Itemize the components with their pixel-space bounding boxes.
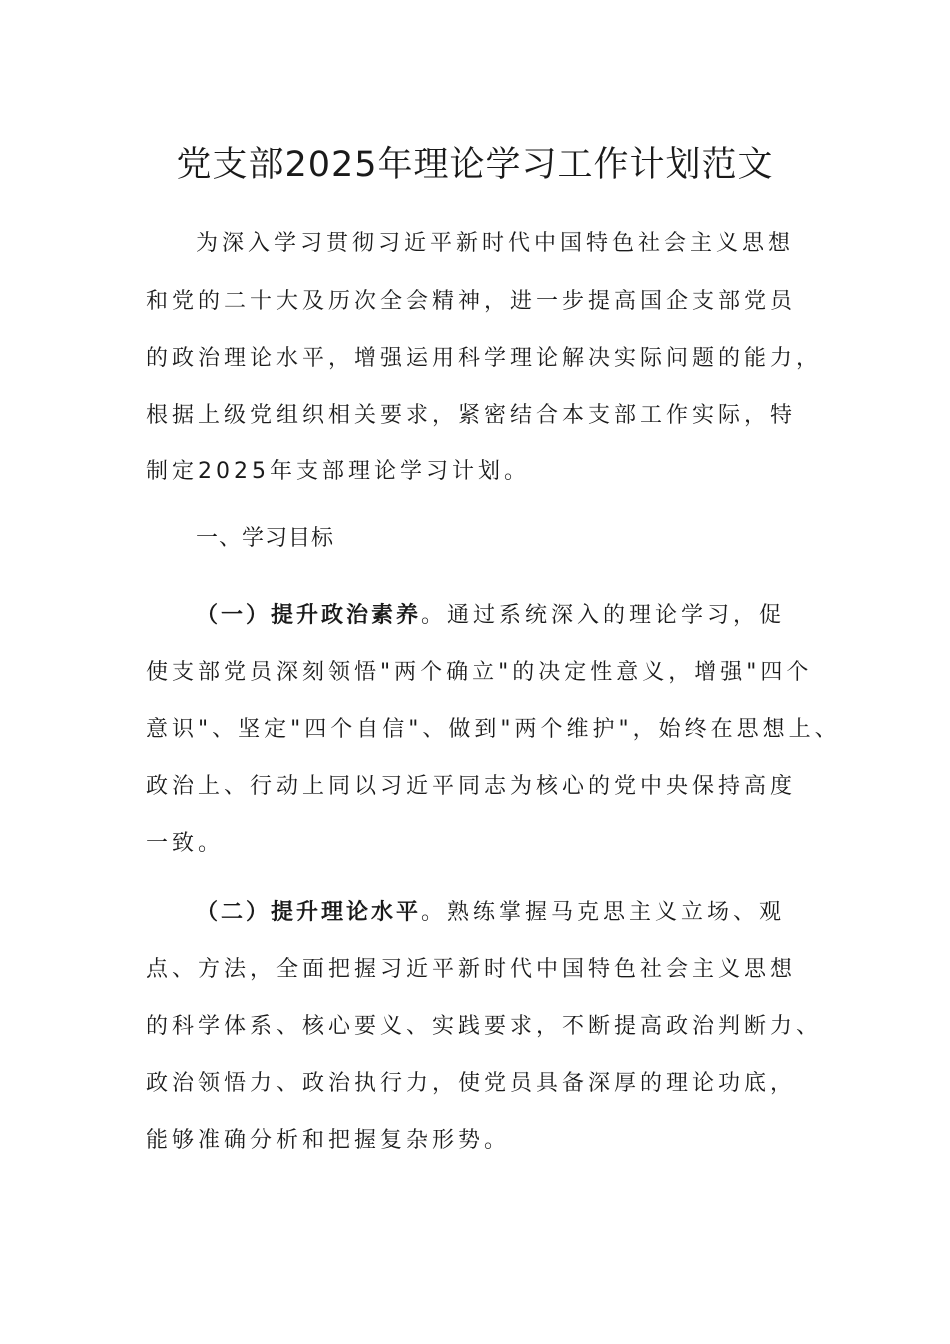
item2-line-3: 的科学体系、核心要义、实践要求，不断提高政治判断力、	[146, 1014, 823, 1039]
intro-line-5: 制定2025年支部理论学习计划。	[146, 459, 530, 484]
item2-first-line	[196, 897, 785, 929]
document-title: 党支部2025年理论学习工作计划范文	[176, 145, 774, 185]
item2-label: （二）提升理论水平	[196, 900, 422, 925]
item2-first-rest: 。熟练掌握马克思主义立场、观	[421, 900, 786, 925]
item2-line-2: 点、方法，全面把握习近平新时代中国特色社会主义思想	[146, 957, 797, 982]
item1-line-5: 一致。	[146, 831, 225, 856]
item1-line-3: 意识"、坚定"四个自信"、做到"两个维护"，始终在思想上、	[146, 717, 841, 742]
item1-first-rest: 。通过系统深入的理论学习，促	[421, 603, 786, 628]
intro-line-3: 的政治理论水平，增强运用科学理论解决实际问题的能力，	[146, 346, 823, 371]
item1-line-2: 使支部党员深刻领悟"两个确立"的决定性意义，增强"四个	[146, 660, 813, 685]
intro-line-2: 和党的二十大及历次全会精神，进一步提高国企支部党员	[146, 289, 797, 314]
intro-line-4: 根据上级党组织相关要求，紧密结合本支部工作实际，特	[146, 403, 797, 428]
item1-first-line	[196, 600, 785, 632]
intro-line-1: 为深入学习贯彻习近平新时代中国特色社会主义思想	[196, 231, 795, 256]
item1-line-4: 政治上、行动上同以习近平同志为核心的党中央保持高度	[146, 774, 797, 799]
item2-line-5: 能够准确分析和把握复杂形势。	[146, 1128, 511, 1153]
section-heading-goals: 一、学习目标	[196, 526, 335, 551]
item1-label: （一）提升政治素养	[196, 603, 422, 628]
item2-line-4: 政治领悟力、政治执行力，使党员具备深厚的理论功底，	[146, 1071, 797, 1096]
